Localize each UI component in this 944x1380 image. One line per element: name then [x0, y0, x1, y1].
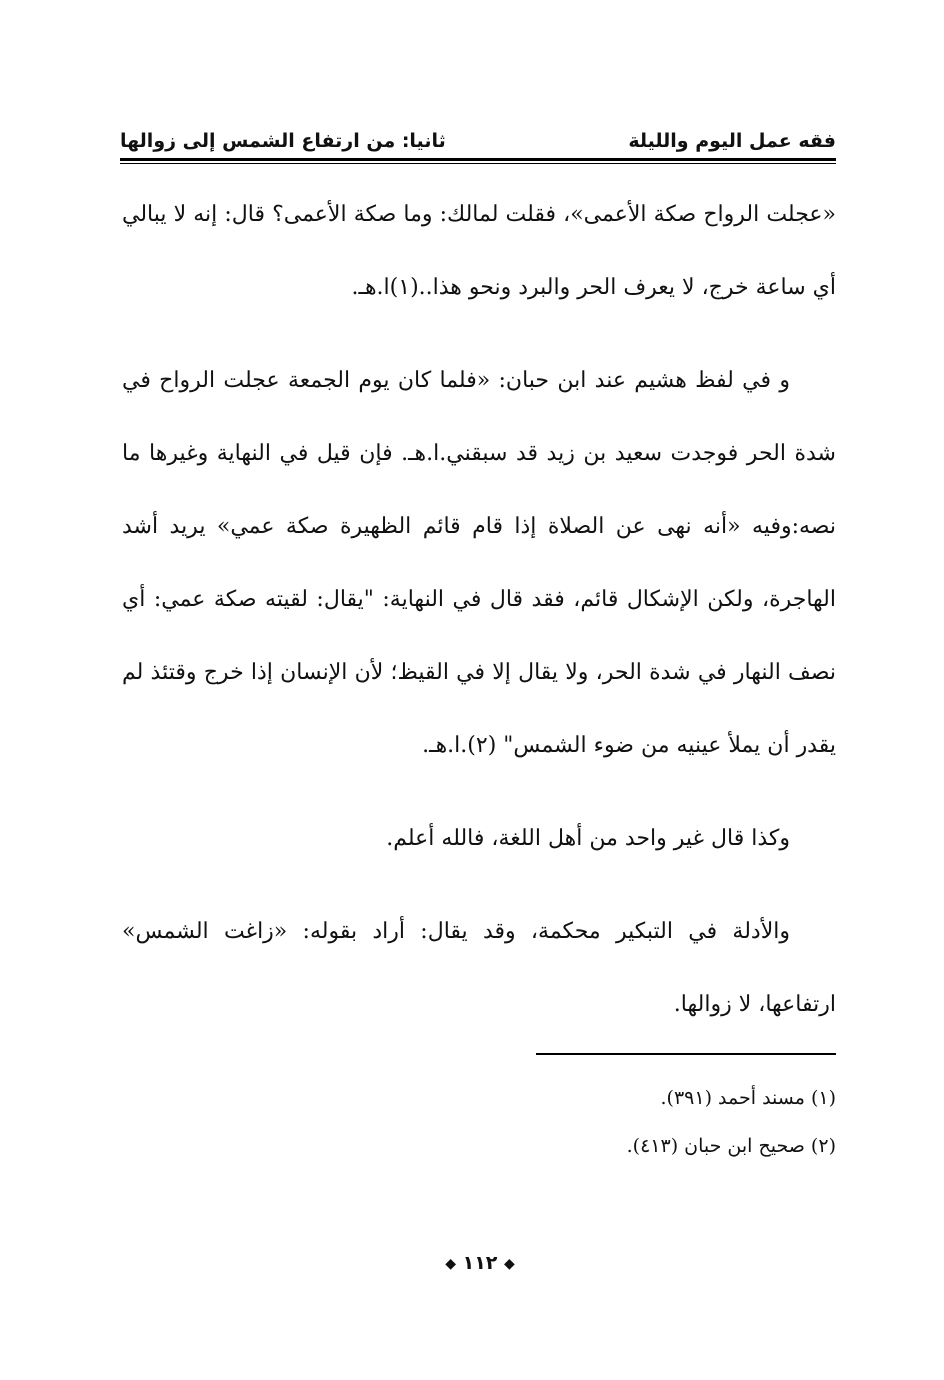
paragraph-4: والأدلة في التبكير محكمة، وقد يقال: أراد بقوله: «زاغت الشمس» ارتفاعها، لا زوالها. [122, 919, 836, 1017]
running-header [120, 128, 836, 162]
footnotes [122, 1074, 836, 1170]
page-number-text: ١١٢ [462, 1252, 498, 1274]
ornament-left-icon: ◆ [445, 1255, 456, 1272]
chapter-title: ثانيا: من ارتفاع الشمس إلى زوالها [120, 130, 446, 152]
footnote-divider [536, 1053, 836, 1055]
paragraph-2: و في لفظ هشيم عند ابن حبان: «فلما كان يوم الجمعة عجلت الرواح في شدة الحر فوجدت سعيد بن زيد قد سبقني.ا.هـ. فإن قيل في النهاية وغيرها ما نصه:وفيه «أنه نهى عن الصلاة إذا قام قائم الظهيرة صكة عمي» يريد أشد الهاجرة، ولكن الإشكال قائم، فقد قال في النهاية: "يقال: لقيته صكة عمي: أي نصف النهار في شدة الحر، ولا يقال إلا في القيظ؛ لأن الإنسان إذا خرج وقتئذ لم يقدر أن يملأ عينيه من ضوء الشمس" (٢).ا.هـ. [122, 368, 836, 758]
paragraph-3: وكذا قال غير واحد من أهل اللغة، فالله أعلم. [386, 826, 790, 851]
page-number [432, 1248, 528, 1278]
body-text [122, 178, 836, 1041]
ornament-right-icon: ◆ [504, 1255, 515, 1272]
footnote-2: (٢) صحيح ابن حبان (٤١٣). [626, 1135, 836, 1157]
paragraph-1: «عجلت الرواح صكة الأعمى»، فقلت لمالك: وما صكة الأعمى؟ قال: إنه لا يبالي أي ساعة خرج، لا يعرف الحر والبرد ونحو هذا..(١)ا.هـ. [122, 202, 836, 300]
book-title: فقه عمل اليوم والليلة [628, 130, 836, 152]
footnote-1: (١) مسند أحمد (٣٩١). [660, 1087, 836, 1109]
header-divider [120, 158, 836, 164]
